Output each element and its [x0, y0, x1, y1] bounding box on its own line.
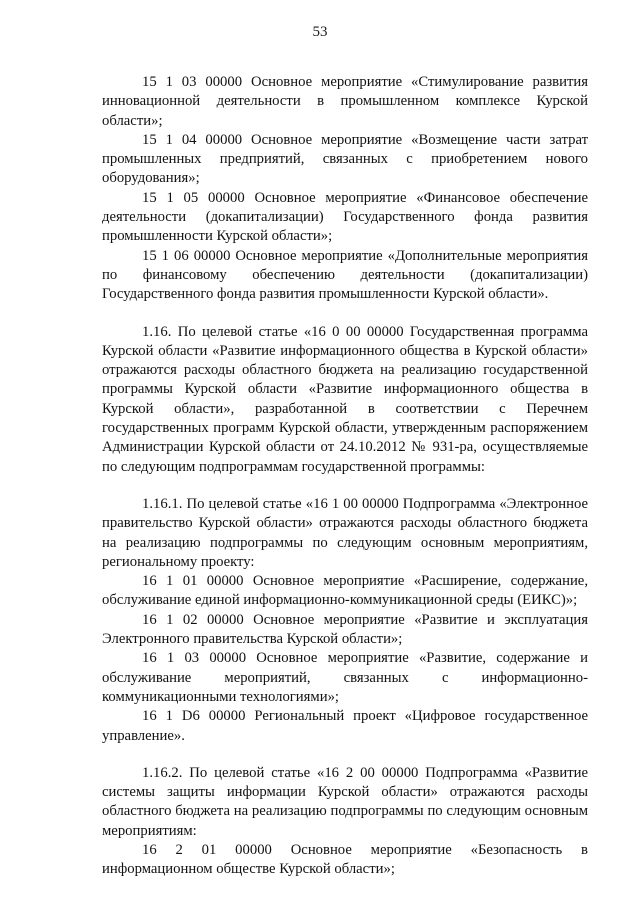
- paragraph-gap: [102, 746, 588, 764]
- paragraph-16-2-01: 16 2 01 00000 Основное мероприятие «Безопасность в информационном обществе Курской области»;: [102, 841, 588, 878]
- paragraph-gap: [102, 305, 588, 323]
- paragraph-15-1-04: 15 1 04 00000 Основное мероприятие «Возмещение части затрат промышленных предприятий, связанных с приобретением нового оборудования»;: [102, 131, 588, 187]
- paragraph-16-1-03: 16 1 03 00000 Основное мероприятие «Развитие, содержание и обслуживание мероприятий, связанных с информационно-коммуникационными технологиями»;: [102, 650, 588, 705]
- paragraph-16-1-02: 16 1 02 00000 Основное мероприятие «Развитие и эксплуатация Электронного правительства Курской области»;: [102, 611, 588, 648]
- paragraph-1-16: 1.16. По целевой статье «16 0 00 00000 Государственная программа Курской области «Развитие информационного общества в Курской области» отражаются расходы областного бюджета на реализацию государственной программы Курской области «Развитие информационного общества в Курской области», разработанной в соответствии с Перечнем государственных программ Курской области, утвержденным распоряжением Администрации Курской области от 24.10.2012 № 931-ра, осуществляемые по следующим подпрограммам государственной программы:: [102, 323, 588, 475]
- page-number: 53: [312, 24, 328, 40]
- paragraph-16-1-01: 16 1 01 00000 Основное мероприятие «Расширение, содержание, обслуживание единой информационно-коммуникационной среды (ЕИКС)»;: [102, 573, 588, 609]
- document-body: [102, 73, 588, 880]
- paragraph-1-16-1: 1.16.1. По целевой статье «16 1 00 00000 Подпрограмма «Электронное правительство Курской области» отражаются расходы областного бюджета на реализацию подпрограммы по следующим основным мероприятиям, региональному проекту:: [102, 495, 588, 570]
- paragraph-1-16-2: 1.16.2. По целевой статье «16 2 00 00000 Подпрограмма «Развитие системы защиты информации Курской области» отражаются расходы областного бюджета на реализацию подпрограммы по следующим основным мероприятиям:: [102, 764, 588, 839]
- paragraph-16-1-d6: 16 1 D6 00000 Региональный проект «Цифровое государственное управление».: [102, 708, 588, 744]
- paragraph-gap: [102, 477, 588, 495]
- paragraph-15-1-03: 15 1 03 00000 Основное мероприятие «Стимулирование развития инновационной деятельности в промышленном комплексе Курской области»;: [102, 74, 588, 129]
- paragraph-15-1-06: 15 1 06 00000 Основное мероприятие «Дополнительные мероприятия по финансовому обеспечению деятельности (докапитализации) Государственного фонда развития промышленности Курской области».: [102, 247, 588, 303]
- paragraph-15-1-05: 15 1 05 00000 Основное мероприятие «Финансовое обеспечение деятельности (докапитализации) Государственного фонда развития промышленности Курской области»;: [102, 189, 588, 245]
